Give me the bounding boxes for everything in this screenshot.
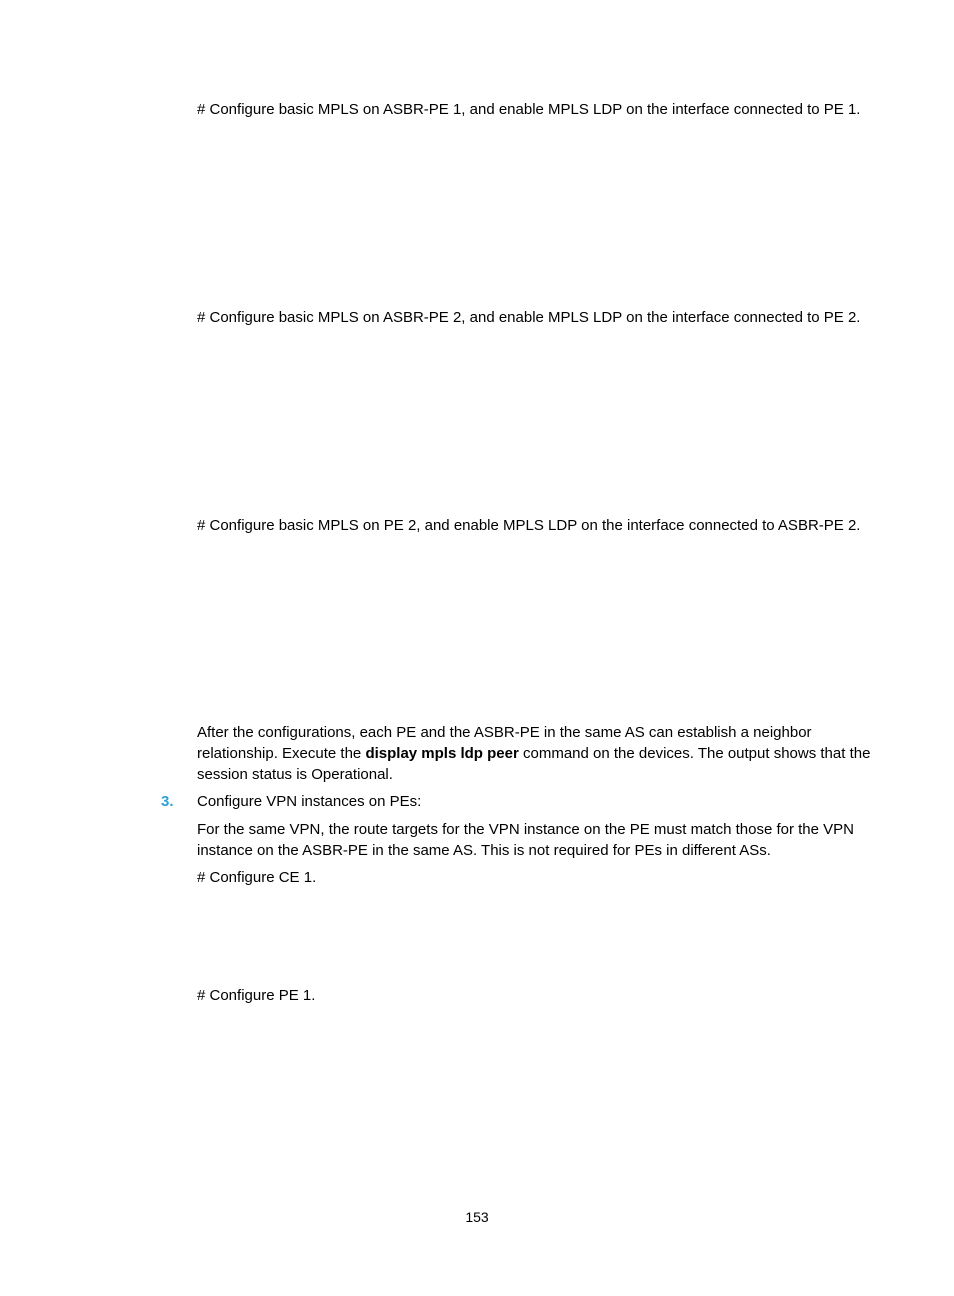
step-title: Configure VPN instances on PEs: (197, 793, 422, 810)
command-display-mpls-ldp-peer: display mpls ldp peer (365, 745, 519, 762)
after-config-text-end: command on the devices. The output shows that the session status is Operational. (197, 745, 871, 783)
comment-configure-pe1: # Configure PE 1. (197, 987, 316, 1004)
comment-configure-asbr-pe2: # Configure basic MPLS on ASBR-PE 2, and enable MPLS LDP on the interface connected to PE 2. (197, 309, 861, 326)
comment-configure-pe2: # Configure basic MPLS on PE 2, and enable MPLS LDP on the interface connected to ASBR-PE 2. (197, 517, 861, 534)
after-config-text: After the configurations, each PE and the ASBR-PE in the same AS can establish a neighbor relationship. Execute the (197, 724, 812, 762)
page-number: 153 (465, 1209, 489, 1225)
step-number: 3. (161, 793, 174, 810)
comment-configure-asbr-pe1: # Configure basic MPLS on ASBR-PE 1, and enable MPLS LDP on the interface connected to PE 1. (197, 101, 861, 118)
step-description: For the same VPN, the route targets for the VPN instance on the PE must match those for the VPN instance on the ASBR-PE in the same AS. This is not required for PEs in different ASs. (197, 821, 854, 859)
comment-configure-ce1: # Configure CE 1. (197, 869, 317, 886)
after-configurations-paragraph (197, 722, 877, 785)
